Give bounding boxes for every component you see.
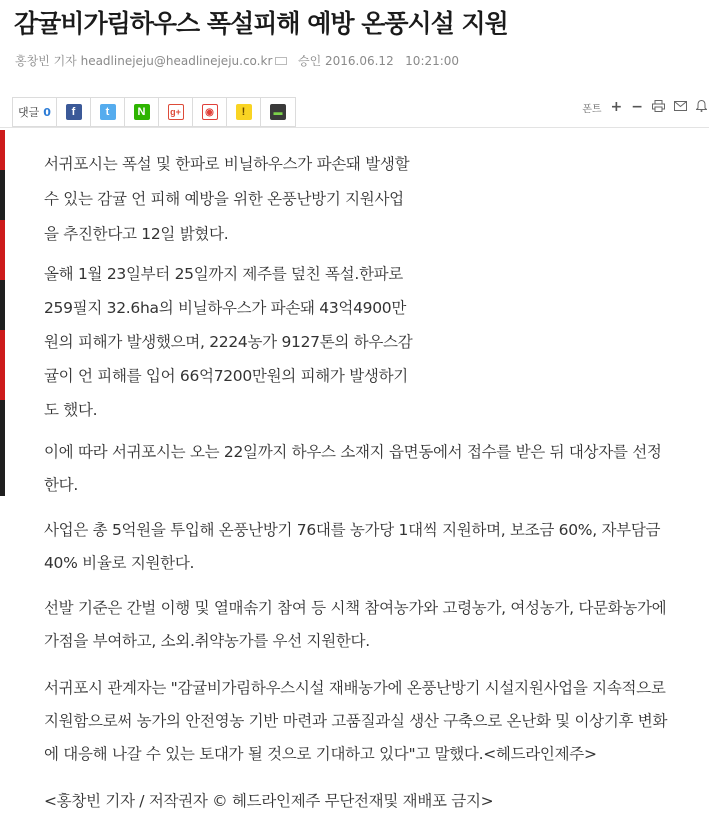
toolbar-divider	[0, 127, 709, 128]
article-tools	[582, 99, 707, 115]
article-headline: 감귤비가림하우스 폭설피해 예방 온풍시설 지원	[14, 9, 508, 38]
left-accent-segment	[0, 280, 5, 330]
left-accent-segment	[0, 400, 5, 496]
email-icon[interactable]	[674, 101, 687, 114]
article-paragraph: 사업은 총 5억원을 투입해 온풍난방기 76대를 농가당 1대씩 지원하며, 보조금 60%, 자부담금 40% 비율로 지원한다.	[44, 521, 661, 572]
naver-icon: N	[134, 104, 150, 120]
comment-count: 0	[43, 105, 51, 119]
comment-button[interactable]	[13, 98, 57, 126]
googleplus-icon: g+	[168, 104, 184, 120]
mail-icon[interactable]	[275, 57, 287, 65]
facebook-icon: f	[66, 104, 82, 120]
article-paragraph: 이에 따라 서귀포시는 오는 22일까지 하우스 소재지 읍면동에서 접수를 받은 뒤 대상자를 선정 한다.	[44, 443, 662, 494]
font-increase-button[interactable]: +	[610, 99, 623, 115]
reporter-email[interactable]: 홍창빈 기자 headlinejeju@headlinejeju.co.kr	[15, 54, 273, 68]
line-icon: ▬	[270, 104, 286, 120]
copyright-notice: <홍창빈 기자 / 저작권자 © 헤드라인제주 무단전재및 재배포 금지>	[44, 792, 494, 810]
byline	[15, 52, 460, 69]
kakaostory-share-button[interactable]	[227, 98, 261, 126]
kakaostory-icon: !	[236, 104, 252, 120]
red-share-button[interactable]	[193, 98, 227, 126]
font-decrease-button[interactable]: −	[631, 99, 643, 115]
bookmark-icon[interactable]	[696, 100, 707, 115]
facebook-share-button[interactable]	[57, 98, 91, 126]
share-toolbar	[12, 97, 296, 127]
approved-datetime: 승인 2016.06.12 10:21:00	[298, 54, 460, 68]
left-accent-bar	[0, 130, 5, 496]
line-share-button[interactable]	[261, 98, 295, 126]
article-paragraph: 선발 기준은 간벌 이행 및 열매솎기 참여 등 시책 참여농가와 고령농가, 여성농가, 다문화농가에 가점을 부여하고, 소외.취약농가를 우선 지원한다.	[44, 599, 667, 650]
red-circle-icon: ◉	[202, 104, 218, 120]
twitter-share-button[interactable]	[91, 98, 125, 126]
left-accent-segment	[0, 170, 5, 220]
article-paragraph: 올해 1월 23일부터 25일까지 제주를 덮친 폭설.한파로 259필지 32.6ha의 비닐하우스가 파손돼 43억4900만 원의 피해가 발생했으며, 2224농가 9127톤의 하우스감 귤이 언 피해를 입어 66억7200만원의 피해가 발생하기 도 했다.	[44, 265, 413, 419]
twitter-icon: t	[100, 104, 116, 120]
googleplus-share-button[interactable]	[159, 98, 193, 126]
naver-share-button[interactable]	[125, 98, 159, 126]
comment-label: 댓글	[18, 106, 40, 119]
article-paragraph: 서귀포시 관계자는 "감귤비가림하우스시설 재배농가에 온풍난방기 시설지원사업을 지속적으로 지원함으로써 농가의 안전영농 기반 마련과 고품질과실 생산 구축으로 온난화 및 이상기후 변화 에 대응해 나갈 수 있는 토대가 될 것으로 기대하고 있다"고 말했다.<헤드라인제주>	[44, 679, 668, 763]
font-size-label: 폰트	[582, 103, 602, 115]
print-icon[interactable]	[652, 100, 665, 115]
article-paragraph: 서귀포시는 폭설 및 한파로 비닐하우스가 파손돼 발생할 수 있는 감귤 언 피해 예방을 위한 온풍난방기 지원사업 을 추진한다고 12일 밝혔다.	[44, 155, 410, 243]
